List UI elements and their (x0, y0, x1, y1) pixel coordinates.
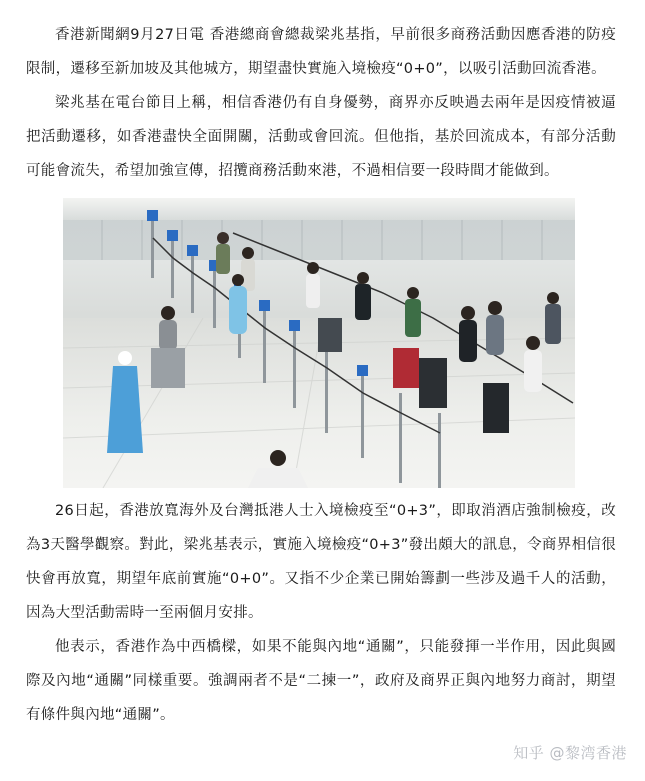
paragraph: 他表示，香港作為中西橋樑，如果不能與內地“通關”，只能發揮一半作用，因此與國際及內地“通關”同樣重要。強調兩者不是“二揀一”，政府及商界正與內地努力商討，期望有條件與內地“通關”。 (26, 639, 616, 723)
airport-queue-photo (63, 198, 575, 488)
paragraph: 梁兆基在電台節目上稱，相信香港仍有自身優勢，商界亦反映過去兩年是因疫情被逼把活動遷移，如香港盡快全面開關，活動或會回流。但他指，基於回流成本，有部分活動可能會流失，希望加強宣傳，招攬商務活動來港，不過相信要一段時間才能做到。 (26, 95, 616, 179)
photo-scene (63, 198, 575, 488)
paragraph: 香港新聞網9月27日電 香港總商會總裁梁兆基指，早前很多商務活動因應香港的防疫限制，遷移至新加坡及其他城方，期望盡快實施入境檢疫“0+0”，以吸引活動回流香港。 (26, 27, 616, 77)
watermark: 知乎 @黎湾香港 (513, 744, 627, 762)
article-body (26, 18, 616, 732)
paragraph: 26日起，香港放寬海外及台灣抵港人士入境檢疫至“0+3”，即取消酒店強制檢疫，改為3天醫學觀察。對此，梁兆基表示，實施入境檢疫“0+3”發出頗大的訊息，令商界相信很快會再放寬，期望年底前實施“0+0”。又指不少企業已開始籌劃一些涉及過千人的活動，因為大型活動需時一至兩個月安排。 (26, 503, 616, 621)
